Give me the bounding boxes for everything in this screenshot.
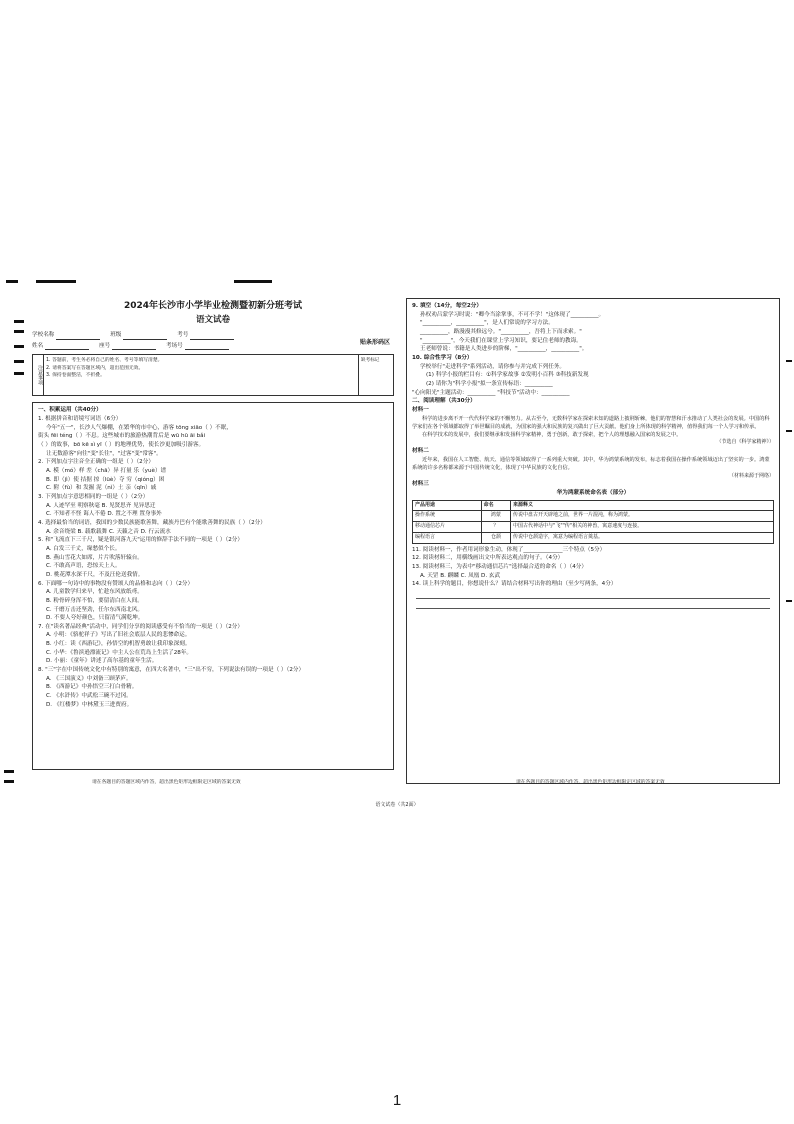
notice-tag: 注意事项 <box>33 355 44 395</box>
table-title: 华为鸿蒙系统命名表（部分） <box>556 489 630 496</box>
table-cell: 仓颉 <box>481 532 510 543</box>
table-cell: 传说中盘古开天辟地之前，世界一片混沌，称为鸿蒙。 <box>511 511 774 522</box>
option-line: B. 《西游记》中孙悟空三打白骨精。 <box>46 684 138 691</box>
question-line: 4. 选择最恰当的词语，我国的少数民族能歌善舞，藏族丹巴有个能歌善舞的民族（ ）（2分） <box>38 519 266 526</box>
option-line: A. 《三国演义》中刘备三顾茅庐。 <box>46 675 132 682</box>
question-line: 3. 下列加点字意思相同的一组是（ ）（2分） <box>38 493 149 500</box>
notice-line: 2. 请将答案写在答题区域内，超出范围无效。 <box>46 365 144 371</box>
table-cell: 移动通信芯片 <box>413 522 482 533</box>
option-line: A. 模（mó）样 差（chā）异 打量 乐（yuè）谱 <box>46 468 167 475</box>
option-line: A. 小明：《骆驼祥子》写出了旧社会底层人民的悲惨命运。 <box>46 632 191 639</box>
scan-mark <box>14 330 24 333</box>
question-line: 10. 综合性学习（8分） <box>412 354 473 361</box>
scan-mark <box>14 372 24 375</box>
option-line: C. 《水浒传》中武松三碗不过冈。 <box>46 693 132 700</box>
option-line: D. 小丽：《童年》讲述了高尔基的童年生活。 <box>46 658 158 665</box>
left-sheet <box>32 298 394 788</box>
question-line: 12. 阅读材料二，用横线画出文中所表达观点的句子。（4分） <box>412 555 564 562</box>
question-line: 王老师曾说：书籍是人类进步的阶梯，"__________，__________"。 <box>420 346 588 353</box>
absent-mark: 缺考标记 <box>358 355 393 395</box>
question-line: (1) 科学小报的栏目有：①科学家故事 ②发明小百科 ③科技新发现 <box>426 372 589 379</box>
option-line: D. 桃花潭水深千尺，不及汪伦送我情。 <box>46 571 144 578</box>
question-line: "__________，__________"，是人们常说的学习方法。 <box>420 320 554 327</box>
passage-2: 近年来，我国在人工智能、航天、通信等领域取得了一系列重大突破。其中，华为鸿蒙系统的发布，标志着我国在操作系统领域迈出了坚实的一步。鸿蒙系统的许多名称都来源于中国传统文化，体现了中华民族的文化自信。 <box>412 456 770 472</box>
question-line: 今年"五一"，长沙人气爆棚，在繁华的市中心，游客 tōng xiāo（ ）不眠， <box>46 424 232 431</box>
question-line: 7. 在"读名著品经典"活动中，同学们分享的阅读感受有不恰当的一项是（ ）（2分） <box>38 623 243 630</box>
question-line: 1. 根据拼音和语境写词语（6分） <box>38 416 122 423</box>
option-line: B. 小红：读《西游记》，孙悟空的机智勇敢让我印象深刻。 <box>46 641 191 648</box>
question-line: 8. "三"字在中国传统文化中有特别的寓意，在四大名著中，"三"出不穷，下列说法有误的一项是（ ）（2分） <box>38 667 305 674</box>
material-label: 材料三 <box>412 481 429 488</box>
page-number: 1 <box>392 1092 402 1109</box>
table-cell: 操作系统 <box>413 511 482 522</box>
passage-1: 科学的进步离不开一代代科学家的不懈努力。从古至今，无数科学家在探索未知的道路上披荆斩棘，他们的智慧和汗水推动了人类社会的发展。中国的科学家们在各个领域都取得了举世瞩目的成就，为国家的强大和民族的复兴做出了巨大贡献。他们身上所体现的科学精神，值得我们每一个人学习和传承。 <box>412 415 770 430</box>
answer-line <box>416 599 770 609</box>
scan-mark <box>36 280 76 283</box>
exam-subtitle: 语文试卷 <box>195 314 230 325</box>
right-sheet <box>406 298 780 788</box>
notice-box <box>32 354 394 396</box>
material-label: 材料二 <box>412 448 429 455</box>
scan-mark <box>14 320 24 323</box>
scan-mark <box>4 780 14 783</box>
scan-mark <box>234 280 272 283</box>
scan-mark <box>14 345 24 348</box>
table-row <box>413 532 774 543</box>
option-line: A. 天罡 B. 麒麟 C. 凤凰 D. 玄武 <box>420 572 501 579</box>
option-line: B. 燕山雪花大如席，片片吹落轩辕台。 <box>46 554 143 561</box>
answer-line <box>416 589 770 599</box>
table-row <box>413 511 774 522</box>
table-cell: 中国古代神话中与"飞""传"相关的神兽，寓意速度与连接。 <box>511 522 774 533</box>
scan-mark <box>786 360 792 362</box>
info-class: 班级 <box>110 331 167 340</box>
table-header-row <box>413 500 774 511</box>
option-line: B. 粉骨碎身浑不怕，要留清白在人间。 <box>46 597 143 604</box>
right-footer: 请在各题目的答题区域内作答，超出黑色矩形边框限定区域的答案无效 <box>516 779 665 785</box>
info-seat: 座号 <box>99 342 156 351</box>
section-heading: 二、阅读理解（共30分） <box>412 398 476 405</box>
question-area <box>32 402 394 770</box>
table-cell: 编程语言 <box>413 532 482 543</box>
question-line: 11. 阅读材料一，作者用词形象生动，体现了______________三个特点（5分） <box>412 546 606 553</box>
question-line: "心向阳光"主题活动：__________ "科技节"活动中：__________ <box>412 389 570 396</box>
question-line: 6. 下面哪一句诗中的事物没有赞颂人的品格和志向（ ）（2分） <box>38 580 194 587</box>
question-line: 街头 fēi téng（ ）不息。这些城市的旅游热潮背后是 wū hū āi bǎi <box>38 433 206 440</box>
naming-table <box>412 500 774 544</box>
question-line: 5. 和"飞流直下三千尺，疑是银河落九天"运用的修辞手法不同的一项是（ ）（2分） <box>38 537 243 544</box>
table-header: 来源释义 <box>511 500 774 511</box>
notice-body <box>44 355 358 395</box>
question-line: 学校举行"走进科学"系列活动，请你参与并完成下列任务。 <box>420 363 565 370</box>
option-line: C. 小华：《鲁滨逊漂流记》中主人公在荒岛上生活了28年。 <box>46 649 193 656</box>
exam-title: 2024年长沙市小学毕业检测暨初新分班考试 <box>123 301 303 311</box>
question-line: 孙权劝吕蒙学习时说："卿今当涂掌事，不可不学！"这体现了__________。 <box>420 311 605 318</box>
notice-line: 1. 答题前，考生务必将自己的姓名、考号等填写清楚。 <box>46 358 163 364</box>
student-info-row <box>32 342 394 351</box>
question-line: （ ）的故事，bō kē sì yī（ ）的地理优势，使长沙更加吸引游客。 <box>38 442 205 449</box>
option-line: A. 白发三千丈，缘愁似个长。 <box>46 545 121 552</box>
question-line: "__________"，今天我们在课堂上学习知识，要记住老师的教诲。 <box>420 337 582 344</box>
question-line: 9. 填空（14分，每空2分） <box>412 303 482 309</box>
table-header: 命名 <box>481 500 510 511</box>
option-line: D. 不要人夸好颜色，只留清气满乾坤。 <box>46 615 144 622</box>
table-header: 产品用途 <box>413 500 482 511</box>
option-line: C. 不知者不怪 诲人不倦 D. 置之不理 置身事外 <box>46 511 162 518</box>
scan-mark <box>14 360 24 363</box>
table-cell: 传说中仓颉造字，寓意为编程语言奠基。 <box>511 532 774 543</box>
question-line: 14. 读上科学的题目，你想说什么？请结合材料写出你的理由（至少写两条，4分） <box>412 581 617 588</box>
option-line: D. 《红楼梦》中林黛玉三进贾府。 <box>46 701 133 708</box>
sheet-footer: 语文试卷（共2面） <box>375 802 419 808</box>
passage-source: （节选自《科学家精神》） <box>716 439 774 446</box>
option-line: A. 人迹罕至 明察秋毫 B. 见贤思齐 见异思迁 <box>46 502 156 509</box>
left-footer: 请在各题目的答题区域内作答，超出黑色矩形边框限定区域的答案无效 <box>92 779 241 785</box>
section-heading: 一、积累运用（共40分） <box>38 407 102 414</box>
option-line: A. 余音绕梁 B. 载歌载舞 C. 天籁之音 D. 行云流水 <box>46 528 171 535</box>
table-cell: 鸿蒙 <box>481 511 510 522</box>
scan-mark <box>786 430 792 432</box>
material-label: 材料一 <box>412 406 429 413</box>
scan-mark <box>4 770 14 773</box>
passage-1b: 在科学技术的发展中，我们要继承和发扬科学家精神，勇于创新，敢于探索，把个人的理想融入国家的发展之中。 <box>422 432 682 439</box>
passage-source: （材料来源于网络） <box>728 472 774 479</box>
info-school: 学校名称 <box>32 331 100 340</box>
table-cell: ？ <box>481 522 510 533</box>
option-line: C. 附（fù）和 发掘 泥（nì）土 亲（qīn）戚 <box>46 485 157 492</box>
question-line: (2) 请你为"科学小报"拟一条宣传标语：__________ <box>426 380 553 387</box>
info-id: 考号 <box>177 331 234 340</box>
option-line: A. 儿童散学归来早，忙趁东风放纸鸢。 <box>46 589 143 596</box>
question-line: 2. 下列加点字注音全正确的一组是（ ）（2分） <box>38 459 154 466</box>
right-question-area <box>406 298 780 784</box>
scan-mark <box>786 600 792 602</box>
scan-mark <box>6 280 18 283</box>
notice-line: 3. 保持卷面整洁，不折叠。 <box>46 373 105 379</box>
question-line: 13. 阅读材料三，为表中"移动通信芯片"选择最合适的命名（ ）（4分） <box>412 563 587 570</box>
student-info-row <box>32 331 394 340</box>
question-line: __________，路漫漫其修远兮。"__________，吾将上下而求索。" <box>420 328 582 335</box>
table-row <box>413 522 774 533</box>
info-name: 姓名 <box>32 342 89 351</box>
question-line: 让无数游客"向往"变"长往"，"过客"变"常客"。 <box>46 450 162 457</box>
option-line: B. 即（jì）使 拮据 掠（lüè）夺 穷（qióng）困 <box>46 476 165 483</box>
option-line: C. 千磨万击还坚劲，任尔东西南北风。 <box>46 606 143 613</box>
barcode-area: 贴条形码区 <box>359 339 390 346</box>
info-room: 考场号 <box>166 342 229 351</box>
option-line: C. 不敢高声语，恐惊天上人。 <box>46 563 121 570</box>
